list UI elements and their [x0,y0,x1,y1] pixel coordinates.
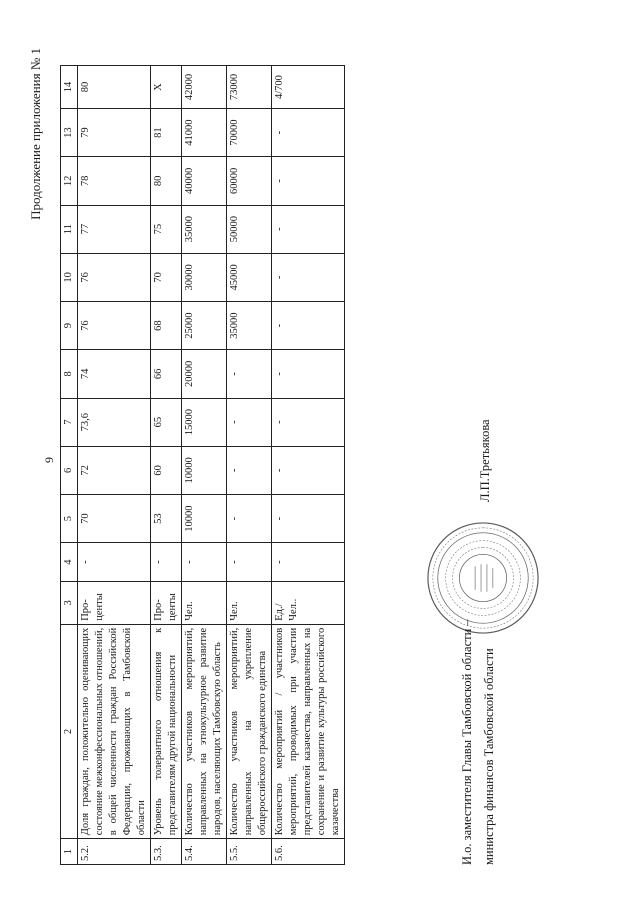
table-row [272,66,345,865]
value-cell: 72 [78,446,151,494]
value-cell: 41000 [182,109,227,157]
header-cell: 11 [61,205,78,253]
value-cell: 50000 [227,205,272,253]
value-cell: 74 [78,350,151,398]
value-cell: - [272,302,345,350]
value-cell: 30000 [182,253,227,301]
value-cell: 25000 [182,302,227,350]
value-cell: - [272,157,345,205]
indicator-name: Количество участников мероприятий, направленных на укрепление общероссийского гражданского единства [227,624,272,838]
value-cell: 35000 [227,302,272,350]
unit-cell: Про-центы [151,581,182,624]
signer-title-line2: министра финансов Тамбовской области [482,648,496,865]
value-cell: 40000 [182,157,227,205]
table-row [78,66,151,865]
value-cell: 78 [78,157,151,205]
value-cell: - [272,205,345,253]
value-cell: - [227,495,272,543]
header-cell: 3 [61,581,78,624]
value-cell: 73000 [227,66,272,109]
header-cell: 7 [61,398,78,446]
value-cell: - [227,398,272,446]
header-cell: 14 [61,66,78,109]
value-cell: 60000 [227,157,272,205]
value-cell: - [151,543,182,582]
value-cell: - [78,543,151,582]
value-cell: - [272,446,345,494]
value-cell: 4/700 [272,66,345,109]
value-cell: 76 [78,302,151,350]
header-cell: 2 [61,624,78,838]
signer-name: Л.П.Третьякова [478,419,492,502]
value-cell: - [272,350,345,398]
value-cell: 81 [151,109,182,157]
row-number: 5.5. [227,839,272,865]
row-number: 5.3. [151,839,182,865]
value-cell: 65 [151,398,182,446]
table-row [227,66,272,865]
value-cell: - [272,543,345,582]
value-cell: - [272,398,345,446]
row-number: 5.2. [78,839,151,865]
table-row [151,66,182,865]
unit-cell: Чел. [227,581,272,624]
value-cell: - [227,543,272,582]
page-number: 9 [42,457,56,463]
continuation-heading: Продолжение приложения № 1 [28,48,43,220]
header-cell: 12 [61,157,78,205]
unit-cell: Про-центы [78,581,151,624]
value-cell: 80 [78,66,151,109]
header-cell: 13 [61,109,78,157]
header-row [61,66,78,865]
value-cell: 45000 [227,253,272,301]
value-cell: 35000 [182,205,227,253]
header-cell: 10 [61,253,78,301]
value-cell: - [227,446,272,494]
unit-cell: Чел. [182,581,227,624]
header-cell: 6 [61,446,78,494]
indicator-name: Уровень толерантного отношения к представителям другой национальности [151,624,182,838]
header-cell: 8 [61,350,78,398]
header-cell: 5 [61,495,78,543]
value-cell: - [227,350,272,398]
row-number: 5.4. [182,839,227,865]
value-cell: 60 [151,446,182,494]
value-cell: 70 [78,495,151,543]
signer-title: И.о. заместителя Главы Тамбовской области – [460,619,474,865]
unit-cell: Ед./ Чел.. [272,581,345,624]
value-cell: 80 [151,157,182,205]
value-cell: X [151,66,182,109]
value-cell: 75 [151,205,182,253]
row-number: 5.6. [272,839,345,865]
indicators-table [60,65,345,865]
value-cell: 15000 [182,398,227,446]
value-cell: 79 [78,109,151,157]
indicator-name: Количество участников мероприятий, направленных на этнокультурное развитие народов, населяющих Тамбовскую область [182,624,227,838]
value-cell: - [182,543,227,582]
header-cell: 9 [61,302,78,350]
value-cell: - [272,109,345,157]
value-cell: 10000 [182,495,227,543]
value-cell: 70 [151,253,182,301]
indicator-name: Количество мероприятий / участников мероприятий, проводимых при участии представителей казачества, направленных на сохранение и развитие культуры российского казачества [272,624,345,838]
value-cell: 68 [151,302,182,350]
value-cell: 77 [78,205,151,253]
signature-block [456,619,500,865]
value-cell: 76 [78,253,151,301]
value-cell: 20000 [182,350,227,398]
value-cell: 70000 [227,109,272,157]
value-cell: 66 [151,350,182,398]
indicator-name: Доля граждан, положительно оценивающих состояние межконфессиональных отношений, в общей численности граждан Российской Федерации, проживающих в Тамбовской области [78,624,151,838]
value-cell: 53 [151,495,182,543]
header-cell: 1 [61,839,78,865]
table-row [182,66,227,865]
value-cell: 42000 [182,66,227,109]
header-cell: 4 [61,543,78,582]
value-cell: - [272,253,345,301]
value-cell: - [272,495,345,543]
value-cell: 73,6 [78,398,151,446]
value-cell: 10000 [182,446,227,494]
